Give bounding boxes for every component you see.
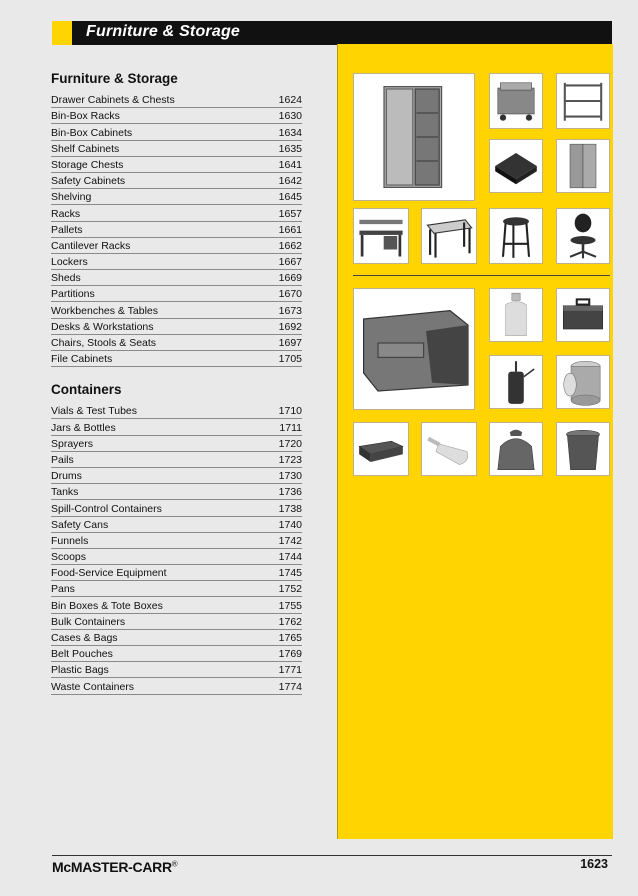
toc-page-number: 1745 (278, 567, 302, 580)
trash-bag-icon[interactable] (489, 422, 543, 476)
toc-page-number: 1771 (278, 664, 302, 677)
toc-label: Pails (51, 453, 74, 466)
toc-label: Cases & Bags (51, 632, 118, 644)
toc-page-number: 1738 (278, 502, 302, 515)
toc-page-number: 1723 (278, 453, 302, 466)
toc-label: Pans (51, 583, 75, 596)
shelving-rack-icon[interactable] (556, 73, 610, 129)
toc-page-number: 1705 (278, 353, 302, 366)
toc-label: Racks (51, 207, 81, 220)
toc-label: Sprayers (51, 437, 94, 450)
toc-row[interactable] (51, 452, 302, 468)
toc-page-number: 1720 (278, 437, 302, 450)
spill-tray-icon[interactable] (353, 422, 409, 476)
toc-row[interactable] (51, 286, 302, 302)
toc-label: Food-Service Equipment (51, 567, 167, 580)
toc-page-number: 1742 (278, 534, 302, 547)
toc-row[interactable] (51, 254, 302, 270)
toc-row[interactable] (51, 500, 302, 516)
toc-page-number: 1670 (278, 288, 302, 301)
toc-page-number: 1641 (278, 158, 302, 171)
toc-row[interactable] (51, 92, 302, 108)
toc-row[interactable] (51, 351, 302, 367)
toc-label: Bin-Box Racks (51, 110, 120, 123)
toc-label: Scoops (51, 551, 87, 564)
footer-divider (52, 855, 612, 856)
toc-page-number: 1769 (278, 648, 302, 661)
toc-label: Jars & Bottles (51, 421, 116, 434)
toc-label: Shelving (51, 191, 92, 204)
toc-row[interactable] (51, 302, 302, 318)
toc-row[interactable] (51, 108, 302, 124)
toc-label: Chairs, Stools & Seats (51, 337, 157, 349)
toc-page-number: 1657 (278, 207, 302, 220)
toc-page-number: 1624 (278, 94, 302, 107)
toc-label: Tanks (51, 486, 79, 499)
toc-label: Drums (51, 470, 82, 483)
section-heading: Containers (51, 382, 122, 398)
toc-label: Bin-Box Cabinets (51, 126, 133, 139)
toc-label: Bulk Containers (51, 615, 126, 628)
toc-page-number: 1635 (278, 142, 302, 155)
toc-row[interactable] (51, 157, 302, 173)
toc-page-number: 1730 (278, 470, 302, 483)
sprayer-icon[interactable] (489, 355, 543, 409)
storage-cabinet-icon[interactable] (353, 73, 475, 201)
bin-box-icon[interactable] (353, 288, 475, 410)
toc-label: Cantilever Racks (51, 239, 131, 252)
toc-page-number: 1662 (278, 239, 302, 252)
toc-row[interactable] (51, 646, 302, 662)
toc-page-number: 1711 (279, 421, 302, 434)
toc-row[interactable] (51, 549, 302, 565)
toc-label: Safety Cans (51, 518, 109, 531)
toc-label: Belt Pouches (51, 648, 113, 661)
toc-label: File Cabinets (51, 353, 113, 366)
toc-row[interactable] (51, 597, 302, 613)
locker-icon[interactable] (556, 139, 610, 193)
toc-label: Spill-Control Containers (51, 502, 162, 515)
stool-icon[interactable] (489, 208, 543, 264)
toc-page-number: 1740 (278, 518, 302, 531)
toc-page-number: 1673 (278, 304, 302, 317)
toc-page-number: 1645 (278, 191, 302, 204)
office-chair-icon[interactable] (556, 208, 610, 264)
toc-page-number: 1661 (278, 223, 302, 236)
tool-cart-icon[interactable] (489, 73, 543, 129)
toc-row[interactable] (51, 319, 302, 335)
toc-row[interactable] (51, 614, 302, 630)
toc-page-number: 1630 (278, 110, 302, 123)
toc-page-number: 1744 (278, 551, 302, 564)
toc-page-number: 1667 (278, 256, 302, 269)
toc-page-number: 1765 (278, 632, 302, 644)
toc-page-number: 1692 (278, 320, 302, 333)
toc-label: Sheds (51, 272, 81, 285)
toc-label: Pallets (51, 223, 83, 236)
toc-label: Safety Cabinets (51, 175, 126, 188)
toc-row[interactable] (51, 533, 302, 549)
toc-row[interactable] (51, 335, 302, 351)
toc-row[interactable] (51, 581, 302, 597)
toc-row[interactable] (51, 270, 302, 286)
toc-row[interactable] (51, 124, 302, 140)
workbench-icon[interactable] (353, 208, 409, 264)
toc-row[interactable] (51, 419, 302, 435)
toc-label: Plastic Bags (51, 664, 109, 677)
toc-row[interactable] (51, 630, 302, 646)
toc-page-number: 1669 (278, 272, 302, 285)
toc-label: Partitions (51, 288, 95, 301)
page-number: 1623 (580, 857, 608, 871)
toc-row[interactable] (51, 403, 302, 419)
toc-page-number: 1774 (278, 680, 302, 693)
toc-page-number: 1752 (278, 583, 302, 596)
toc-label: Workbenches & Tables (51, 304, 159, 317)
toc-label: Drawer Cabinets & Chests (51, 94, 175, 107)
toc-label: Lockers (51, 256, 88, 269)
toc-label: Funnels (51, 534, 89, 547)
toc-row[interactable] (51, 189, 302, 205)
scoop-icon[interactable] (421, 422, 477, 476)
toc-row[interactable] (51, 436, 302, 452)
table-icon[interactable] (421, 208, 477, 264)
page-title: Furniture & Storage (86, 23, 241, 40)
toc-row[interactable] (51, 141, 302, 157)
toc-page-number: 1736 (278, 486, 302, 499)
toc-page-number: 1697 (278, 337, 302, 349)
toc-row[interactable] (51, 517, 302, 533)
toc-row[interactable] (51, 205, 302, 221)
toc-page-number: 1710 (278, 405, 302, 418)
section-furniture-storage (51, 71, 302, 367)
toc-row[interactable] (51, 468, 302, 484)
brand-logo: McMASTER-CARR® (52, 859, 178, 875)
toc-label: Waste Containers (51, 680, 135, 693)
toc-label: Vials & Test Tubes (51, 405, 137, 418)
pallet-icon[interactable] (489, 139, 543, 193)
toc-row[interactable] (51, 662, 302, 678)
toc-label: Storage Chests (51, 158, 124, 171)
toc-page-number: 1762 (278, 615, 302, 628)
toc-row[interactable] (51, 678, 302, 694)
toc-row[interactable] (51, 222, 302, 238)
toc-row[interactable] (51, 173, 302, 189)
toc-label: Desks & Workstations (51, 320, 154, 333)
table-of-contents (51, 71, 302, 710)
toc-row[interactable] (51, 565, 302, 581)
toc-label: Shelf Cabinets (51, 142, 120, 155)
toc-page-number: 1634 (278, 126, 302, 139)
toc-row[interactable] (51, 484, 302, 500)
toc-label: Bin Boxes & Tote Boxes (51, 599, 163, 612)
section-divider (353, 275, 610, 276)
toc-page-number: 1642 (278, 175, 302, 188)
waste-can-icon[interactable] (556, 422, 610, 476)
header-accent-mark (52, 21, 72, 45)
bottle-icon[interactable] (489, 288, 543, 342)
section-containers (51, 382, 302, 694)
toc-page-number: 1755 (278, 599, 302, 612)
tool-case-icon[interactable] (556, 288, 610, 342)
section-heading: Furniture & Storage (51, 71, 178, 86)
drum-icon[interactable] (556, 355, 610, 409)
toc-row[interactable] (51, 238, 302, 254)
